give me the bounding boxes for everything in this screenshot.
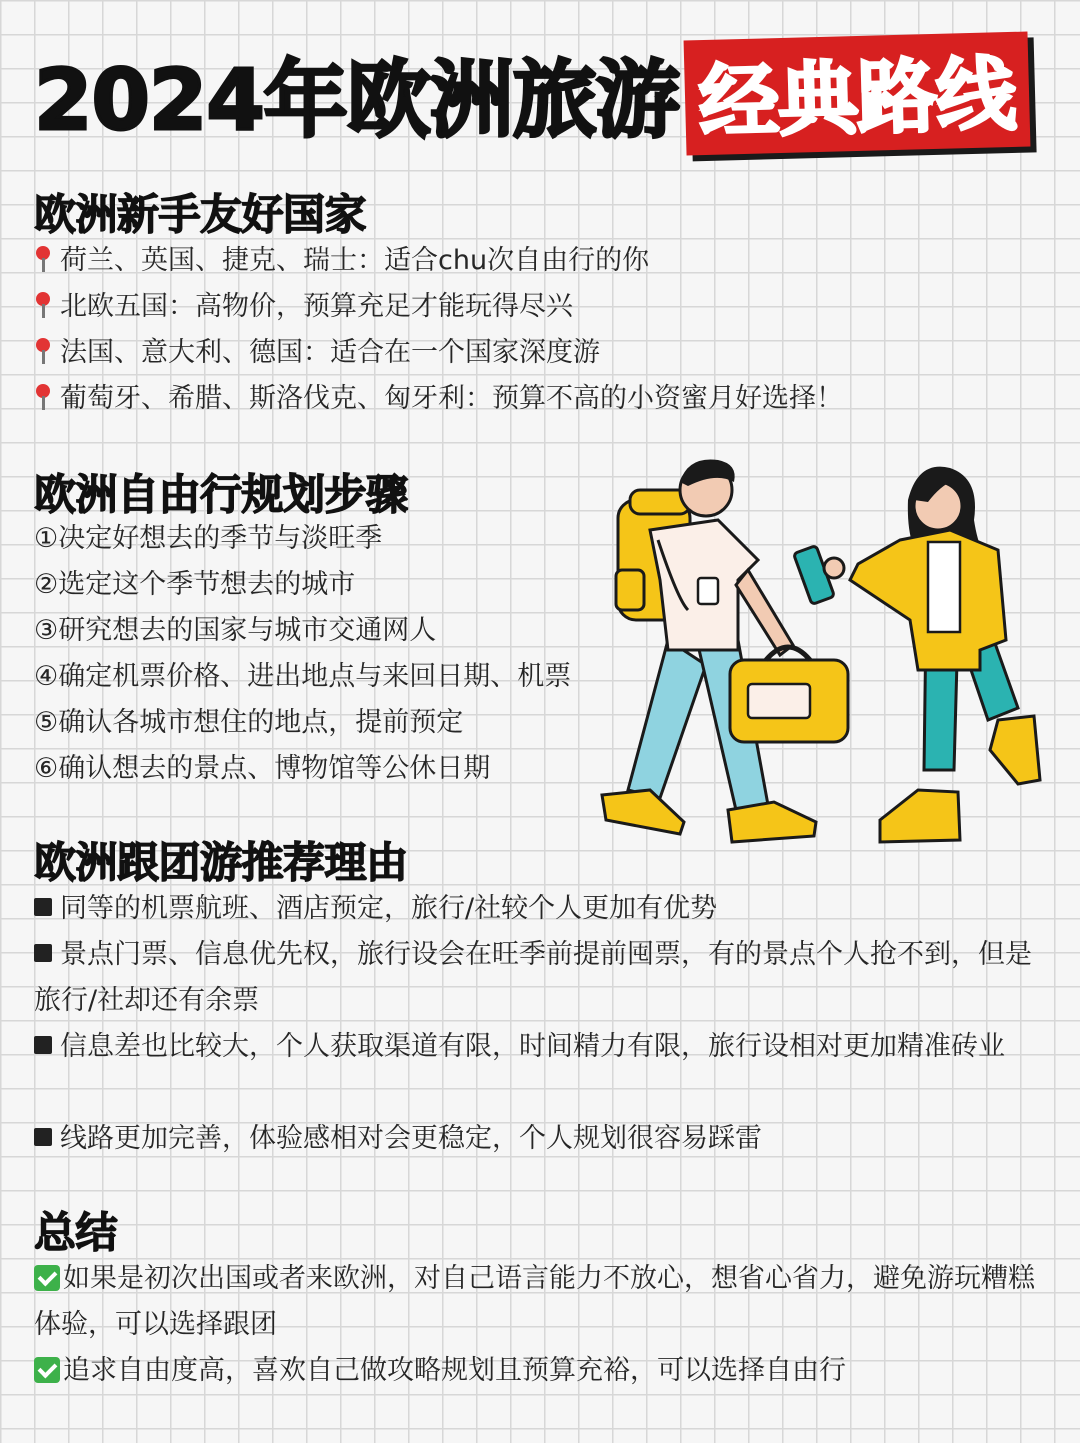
step-item: ⑥确认想去的景点、博物馆等公休日期 (34, 753, 491, 784)
step-item: ③研究想去的国家与城市交通网人 (34, 615, 437, 646)
group-item: 信息差也比较大，个人获取渠道有限，时间精力有限，旅行设相对更加精准砖业 (34, 1024, 1054, 1070)
step-item: ④确定机票价格、进出地点与来回日期、机票 (34, 661, 572, 692)
page-title (34, 38, 1029, 148)
group-item: 同等的机票航班、酒店预定，旅行/社较个人更加有优势 (34, 886, 717, 932)
checkmark-icon (34, 1265, 60, 1291)
summary-item: 追求自由度高，喜欢自己做攻略规划且预算充裕，可以选择自由行 (34, 1348, 846, 1394)
section-heading-group: 欧洲跟团游推荐理由 (34, 838, 408, 887)
pin-icon (34, 337, 52, 365)
section-heading-beginner: 欧洲新手友好国家 (34, 190, 367, 239)
pin-icon (34, 291, 52, 319)
summary-item: 如果是初次出国或者来欧洲，对自己语言能力不放心，想省心省力，避免游玩糟糕体验，可以选择跟团 (34, 1263, 1035, 1340)
step-item: ①决定好想去的季节与淡旺季 (34, 523, 383, 554)
pin-icon (34, 383, 52, 411)
black-square-icon (34, 1128, 52, 1146)
black-square-icon (34, 1036, 52, 1054)
beginner-item: 荷兰、英国、捷克、瑞士：适合chu次自由行的你 (34, 238, 649, 284)
pin-icon (34, 245, 52, 273)
title-highlight-text: 经典路线 (697, 47, 1017, 149)
group-item: 线路更加完善，体验感相对会更稳定，个人规划很容易踩雷 (34, 1116, 762, 1162)
step-item: ⑤确认各城市想住的地点，提前预定 (34, 707, 464, 738)
section-heading-summary: 总结 (34, 1208, 118, 1257)
step-item: ②选定这个季节想去的城市 (34, 569, 356, 600)
group-item: 景点门票、信息优先权，旅行设会在旺季前提前囤票，有的景点个人抢不到，但是旅行/社却还有余票 (34, 939, 1032, 1016)
checkmark-icon (34, 1357, 60, 1383)
black-square-icon (34, 944, 52, 962)
beginner-item: 法国、意大利、德国：适合在一个国家深度游 (34, 330, 600, 376)
section-heading-steps: 欧洲自由行规划步骤 (34, 470, 408, 519)
black-square-icon (34, 898, 52, 916)
title-highlight-box (683, 31, 1030, 155)
travelers-illustration (588, 450, 1058, 860)
title-main-text: 2024年欧洲旅游 (34, 50, 679, 149)
beginner-item: 葡萄牙、希腊、斯洛伐克、匈牙利：预算不高的小资蜜月好选择！ (34, 376, 843, 422)
beginner-item: 北欧五国：高物价，预算充足才能玩得尽兴 (34, 284, 573, 330)
